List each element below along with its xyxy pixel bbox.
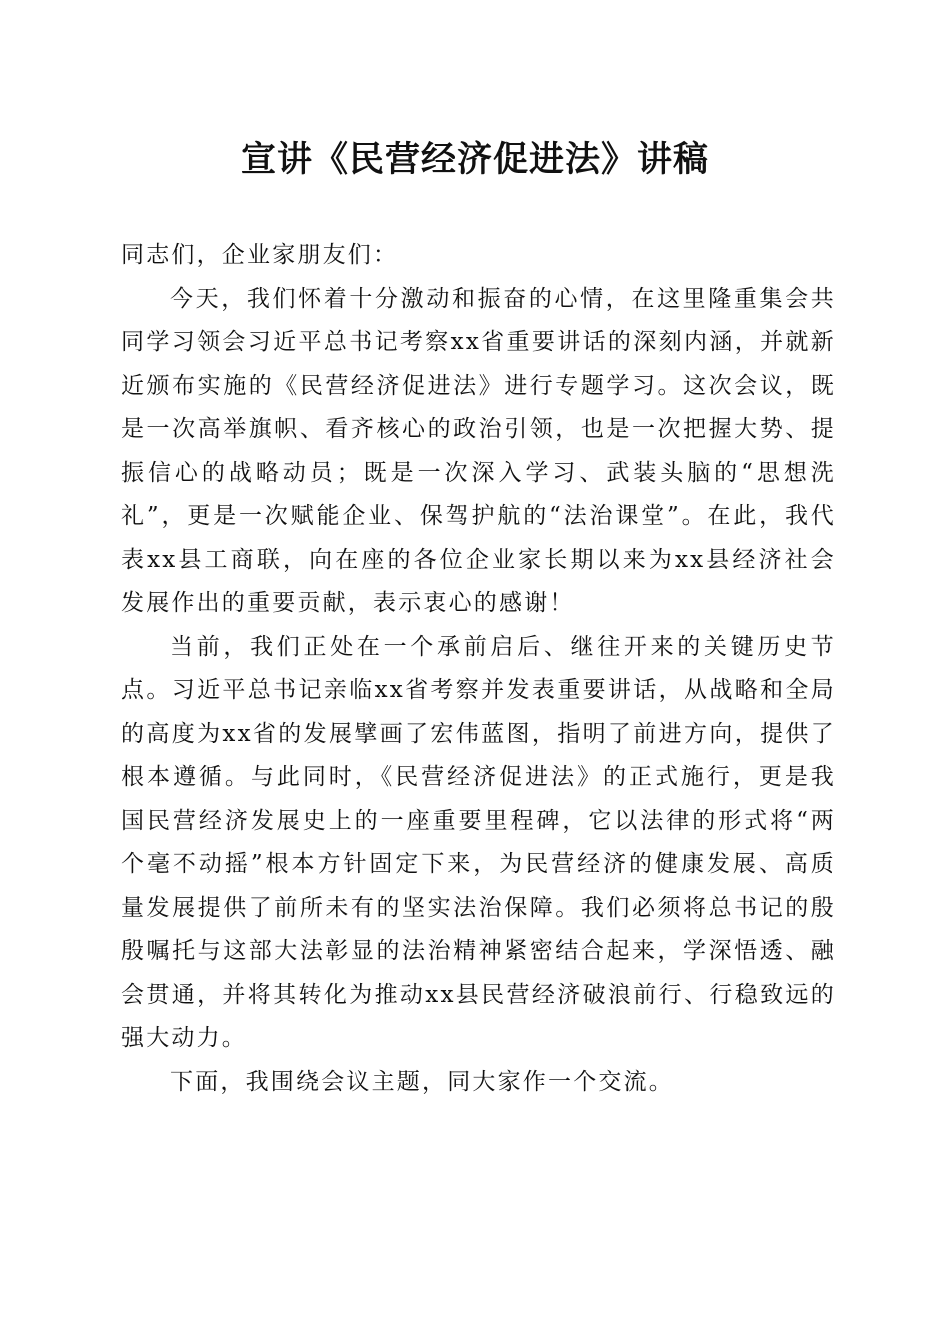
salutation: 同志们，企业家朋友们：	[121, 242, 399, 268]
paragraph-transition: 下面，我围绕会议主题，同大家作一个交流。	[170, 1068, 674, 1095]
paragraph-opening: 今天，我们怀着十分激动和振奋的心情，在这里隆重集会共同学习领会习近平总书记考察xx省重要讲话的深刻内涵，并就新近颁布实施的《民营经济促进法》进行专题学习。这次会议，既是一次高举旗帜、看齐核心的政治引领，也是一次把握大势、提振信心的战略动员；既是一次深入学习、武装头脑的“思想洗礼”，更是一次赋能企业、保驾护航的“法治课堂”。在此，我代表xx县工商联，向在座的各位企业家长期以来为xx县经济社会发展作出的重要贡献，表示衷心的感谢！	[121, 285, 836, 616]
document-title: 宣讲《民营经济促进法》讲稿	[240, 139, 709, 180]
paragraph-context: 当前，我们正处在一个承前启后、继往开来的关键历史节点。习近平总书记亲临xx省考察并发表重要讲话，从战略和全局的高度为xx省的发展擘画了宏伟蓝图，指明了前进方向，提供了根本遵循。与此同时，《民营经济促进法》的正式施行，更是我国民营经济发展史上的一座重要里程碑，它以法律的形式将“两个毫不动摇”根本方针固定下来，为民营经济的健康发展、高质量发展提供了前所未有的坚实法治保障。我们必须将总书记的殷殷嘱托与这部大法彰显的法治精神紧密结合起来，学深悟透、融会贯通，并将其转化为推动xx县民营经济破浪前行、行稳致远的强大动力。	[121, 633, 836, 1051]
document-body	[121, 234, 836, 1104]
